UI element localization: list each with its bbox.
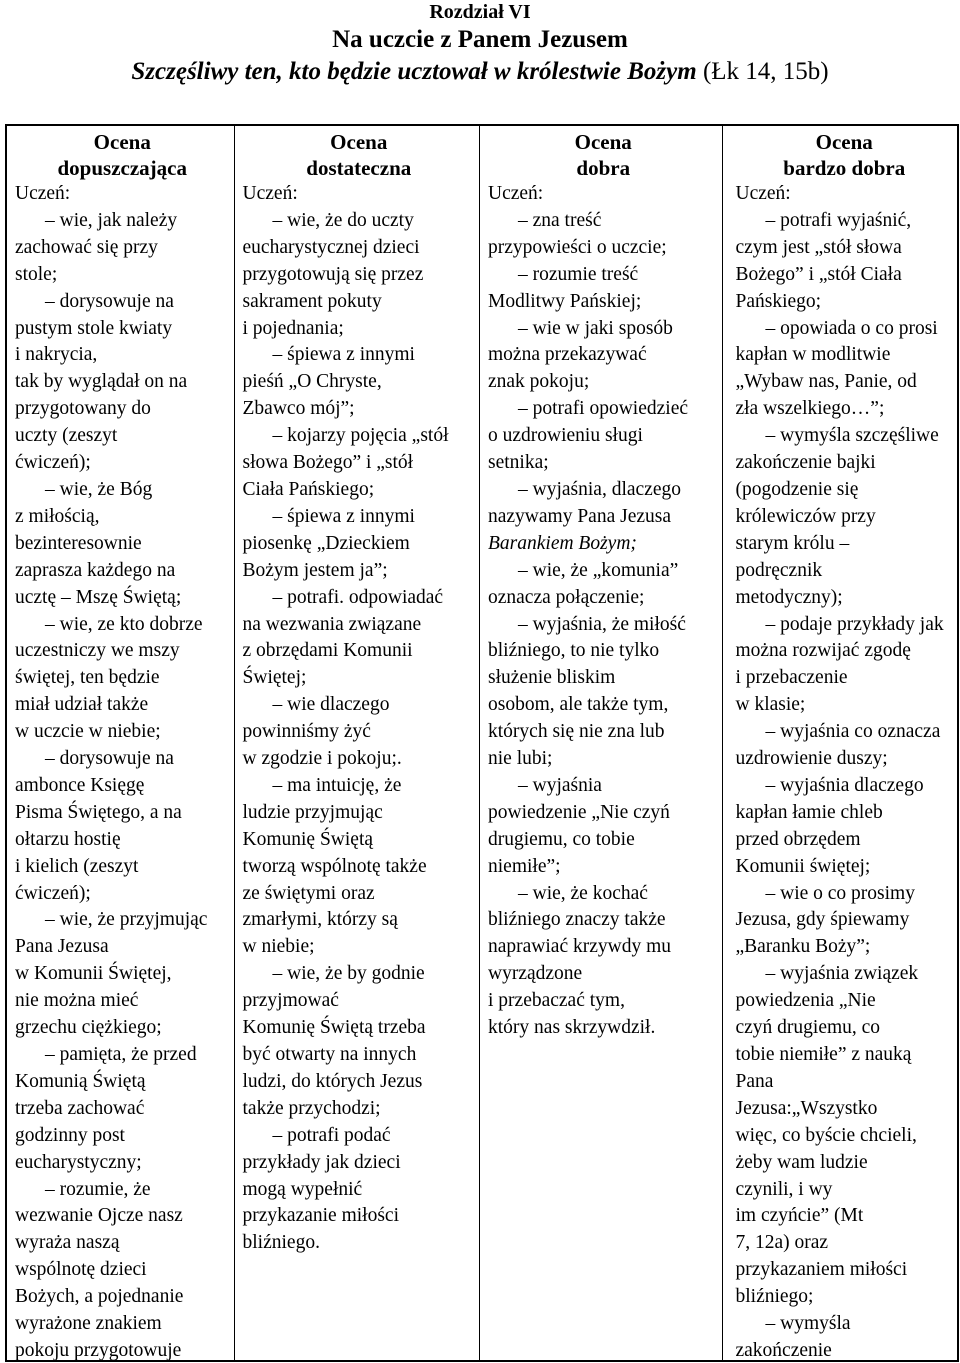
- requirement-text: można przekazywać: [488, 344, 647, 366]
- requirement-text: w niebie;: [242, 936, 315, 958]
- requirement-text: „Baranku Boży”;: [735, 936, 871, 958]
- chapter-label: Rozdział VI: [429, 1, 531, 23]
- requirement-item: – potrafi. odpowiadać: [272, 586, 444, 608]
- requirement-text: Bożego” i „stół Ciała: [735, 263, 902, 285]
- requirement-item: – ma intuicję, że: [272, 774, 402, 796]
- requirement-item: – wyjaśnia dlaczego: [765, 774, 924, 796]
- requirement-text: bliźniego;: [735, 1286, 814, 1308]
- grade-heading-line: Ocena: [815, 130, 873, 154]
- requirement-text: im czyńcie” (Mt: [735, 1205, 864, 1227]
- requirement-item: – wie o co prosimy: [765, 882, 915, 904]
- requirement-text: ambonce Księgę: [15, 774, 145, 796]
- requirement-text: tworzą wspólnotę także: [242, 855, 427, 877]
- requirement-text: zaprasza każdego na: [15, 559, 176, 581]
- requirement-text: przygotowany do: [15, 398, 151, 420]
- requirement-text: setnika;: [488, 452, 549, 474]
- requirement-item: – wyjaśnia, dlaczego: [518, 478, 681, 500]
- requirement-text: królewiczów przy: [735, 505, 876, 527]
- requirement-text: który nas skrzywdził.: [488, 1017, 656, 1039]
- requirement-item: – wie, jak należy: [45, 209, 178, 231]
- requirement-text: pokoju przygotowuje: [15, 1339, 182, 1360]
- requirement-text: przykazaniem miłości: [735, 1259, 908, 1281]
- requirement-item: – wymyśla: [765, 1313, 851, 1335]
- requirement-text: znak pokoju;: [488, 371, 590, 393]
- requirement-text: wspólnotę dzieci: [15, 1259, 147, 1281]
- requirement-text: ucztę – Mszę Świętą;: [15, 586, 182, 608]
- requirement-text: oznacza połączenie;: [488, 586, 645, 608]
- requirement-item: – pamięta, że przed: [45, 1044, 197, 1065]
- requirement-text: trzeba zachować: [15, 1097, 145, 1119]
- bible-reference: (Łk 14, 15b): [702, 58, 829, 85]
- requirement-text: i pojednania;: [242, 317, 344, 339]
- requirement-text: nie można mieć: [15, 990, 139, 1012]
- grade-column-dobra: [479, 126, 722, 1360]
- requirement-item: – wyjaśnia, że miłość: [518, 613, 686, 635]
- requirement-text: w zgodzie i pokoju;.: [242, 748, 402, 770]
- requirement-text: Uczeń:: [242, 183, 298, 204]
- requirement-item: – wie dlaczego: [272, 694, 390, 716]
- requirement-text: „Wybaw nas, Panie, od: [735, 371, 917, 393]
- requirement-text: przygotowują się przez: [242, 263, 424, 285]
- requirement-item: – wie, że do uczty: [272, 209, 414, 231]
- requirement-text: ćwiczeń);: [15, 882, 91, 904]
- requirement-item: – rozumie, że: [45, 1178, 151, 1200]
- requirement-text: wyraża naszą: [15, 1232, 120, 1254]
- requirement-text: żeby wam ludzie: [735, 1151, 868, 1173]
- requirement-text: w Komunii Świętej,: [15, 963, 172, 985]
- requirement-text: czynili, i wy: [735, 1178, 833, 1200]
- requirement-item: – wie w jaki sposób: [518, 317, 673, 339]
- grade-heading-line: dopuszczająca: [57, 156, 187, 180]
- chapter-title: Na uczcie z Panem Jezusem: [332, 26, 628, 53]
- requirement-text: służenie bliskim: [488, 667, 616, 689]
- requirement-text: pieśń „O Chryste,: [242, 371, 382, 393]
- requirement-text: Pana: [735, 1070, 774, 1092]
- requirement-item: – podaje przykłady jak: [765, 613, 944, 635]
- grade-heading: [735, 129, 953, 181]
- requirement-text: można rozwijać zgodę: [735, 640, 911, 662]
- requirement-text: stole;: [15, 263, 58, 285]
- requirement-text: Komunię Świętą trzeba: [242, 1017, 426, 1039]
- requirement-item: – śpiewa z innymi: [272, 344, 415, 366]
- requirement-text: więc, co byście chcieli,: [735, 1124, 917, 1146]
- requirement-text: 7, 12a) oraz: [735, 1232, 829, 1254]
- requirement-text: tak by wyglądał on na: [15, 371, 188, 393]
- requirement-text: bliźniego, to nie tylko: [488, 640, 660, 662]
- requirement-text: zakończenie bajki: [735, 452, 876, 474]
- grade-column-bardzo-dobra: [722, 126, 957, 1360]
- requirement-text: w klasie;: [735, 694, 806, 716]
- grade-column-dostateczna: [234, 126, 479, 1360]
- requirement-text: Pisma Świętego, a na: [15, 801, 182, 823]
- requirement-text: Ciała Pańskiego;: [242, 478, 375, 500]
- requirement-text: bliźniego.: [242, 1232, 320, 1254]
- requirement-item: – rozumie treść: [518, 263, 639, 285]
- requirement-text: Pańskiego;: [735, 290, 822, 312]
- requirement-text: i przebaczać tym,: [488, 990, 625, 1012]
- requirement-item: – wie, że „komunia”: [518, 559, 679, 581]
- requirement-text: Barankiem Bożym;: [488, 532, 637, 554]
- requirement-item: – dorysowuje na: [45, 290, 174, 312]
- requirement-text: kapłan w modlitwie: [735, 344, 891, 366]
- requirement-text: eucharystyczny;: [15, 1151, 142, 1173]
- requirement-text: wezwanie Ojcze nasz: [15, 1205, 183, 1227]
- requirement-text: zła wszelkiego…”;: [735, 398, 885, 420]
- grade-heading-line: dobra: [576, 156, 631, 180]
- requirement-text: ludzie przyjmując: [242, 801, 383, 823]
- requirement-text: naprawiać krzywdy mu: [488, 936, 672, 958]
- requirement-text: i nakrycia,: [15, 344, 98, 366]
- requirement-text: przykłady jak dzieci: [242, 1151, 401, 1173]
- requirement-text: mogą wypełnić: [242, 1178, 363, 1200]
- requirement-text: z miłością,: [15, 505, 100, 527]
- requirement-text: ze świętymi oraz: [242, 882, 375, 904]
- requirement-text: podręcznik: [735, 559, 823, 581]
- requirement-text: także przychodzi;: [242, 1097, 381, 1119]
- grade-column-dopuszczajaca: [7, 126, 234, 1360]
- grade-heading-line: Ocena: [574, 130, 632, 154]
- requirement-text: Komunii świętej;: [735, 855, 871, 877]
- requirement-text: uczestniczy we mszy: [15, 640, 180, 662]
- grade-heading: [15, 129, 230, 181]
- requirement-text: starym królu –: [735, 532, 850, 554]
- requirement-item: – dorysowuje na: [45, 748, 174, 770]
- requirement-text: ołtarzu hostię: [15, 828, 121, 850]
- requirement-text: zmarłymi, którzy są: [242, 909, 398, 931]
- requirement-text: (pogodzenie się: [735, 478, 859, 500]
- requirement-text: Uczeń:: [15, 183, 71, 204]
- requirement-text: bezinteresownie: [15, 532, 142, 554]
- requirement-text: na wezwania związane: [242, 613, 422, 635]
- grade-heading: [488, 129, 718, 181]
- requirement-text: przyjmować: [242, 990, 339, 1012]
- requirement-text: Jezusa, gdy śpiewamy: [735, 909, 910, 931]
- requirement-text: pustym stole kwiaty: [15, 317, 173, 339]
- requirement-text: Uczeń:: [735, 183, 791, 204]
- requirement-text: Bożych, a pojednanie: [15, 1286, 184, 1308]
- requirement-item: – wie, że kochać: [518, 882, 648, 904]
- requirement-text: których się nie zna lub: [488, 721, 665, 743]
- requirement-text: świętej, ten będzie: [15, 667, 160, 689]
- requirement-text: przed obrzędem: [735, 828, 861, 850]
- requirement-text: Zbawco mój”;: [242, 398, 355, 420]
- requirement-text: i przebaczenie: [735, 667, 848, 689]
- chapter-subtitle-line: [0, 57, 960, 87]
- requirement-text: uczty (zeszyt: [15, 425, 118, 447]
- requirement-text: zachować się przy: [15, 236, 158, 258]
- requirement-item: – śpiewa z innymi: [272, 505, 415, 527]
- requirement-item: – wymyśla szczęśliwe: [765, 425, 939, 447]
- requirement-item: – zna treść: [518, 209, 602, 231]
- requirement-item: – wyjaśnia związek: [765, 963, 919, 985]
- requirement-text: miał udział także: [15, 694, 149, 716]
- requirement-text: o uzdrowieniu sługi: [488, 425, 643, 447]
- grade-heading-line: Ocena: [330, 130, 388, 154]
- grade-heading: [243, 129, 475, 181]
- requirement-text: Uczeń:: [488, 183, 544, 204]
- requirement-item: – wyjaśnia: [518, 774, 602, 796]
- requirement-text: osobom, ale także tym,: [488, 694, 669, 716]
- requirement-item: – potrafi wyjaśnić,: [765, 209, 912, 231]
- grade-heading-line: dostateczna: [306, 156, 412, 180]
- requirement-text: zakończenie: [735, 1339, 832, 1360]
- requirement-text: powinniśmy żyć: [242, 721, 371, 743]
- requirement-text: niemiłe”;: [488, 855, 561, 877]
- requirement-item: – wie, że by godnie: [272, 963, 425, 985]
- requirement-text: Bożym jestem ja”;: [242, 559, 388, 581]
- requirement-text: Komunię Świętą: [242, 828, 374, 850]
- requirement-item: – wie, że Bóg: [45, 478, 153, 500]
- requirement-text: grzechu ciężkiego;: [15, 1017, 162, 1039]
- requirement-text: w uczcie w niebie;: [15, 721, 161, 743]
- requirement-text: wyrządzone: [488, 963, 583, 985]
- requirement-text: drugiemu, co tobie: [488, 828, 635, 850]
- requirement-text: z obrzędami Komunii: [242, 640, 413, 662]
- requirement-text: i kielich (zeszyt: [15, 855, 139, 877]
- grading-table: [5, 124, 959, 1362]
- requirement-item: – potrafi opowiedzieć: [518, 398, 689, 420]
- requirement-text: powiedzenie „Nie czyń: [488, 801, 670, 823]
- chapter-subtitle: Szczęśliwy ten, kto będzie ucztował w królestwie Bożym: [131, 58, 697, 85]
- requirement-item: – wyjaśnia co oznacza: [765, 721, 941, 743]
- requirement-item: – potrafi podać: [272, 1124, 391, 1146]
- requirement-text: czyń drugiemu, co: [735, 1017, 881, 1039]
- requirement-item: – wie, że przyjmując: [45, 909, 208, 931]
- requirement-text: przykazanie miłości: [242, 1205, 399, 1227]
- requirement-text: sakrament pokuty: [242, 290, 382, 312]
- requirement-text: kapłan łamie chleb: [735, 801, 883, 823]
- requirement-text: eucharystycznej dzieci: [242, 236, 420, 258]
- requirement-text: Komunią Świętą: [15, 1070, 146, 1092]
- requirement-text: nazywamy Pana Jezusa: [488, 505, 672, 527]
- requirement-text: słowa Bożego” i „stół: [242, 452, 414, 474]
- requirement-text: wyrażone znakiem: [15, 1313, 162, 1335]
- requirement-text: nie lubi;: [488, 748, 553, 770]
- grade-heading-line: bardzo dobra: [783, 156, 906, 180]
- requirement-text: Pana Jezusa: [15, 936, 109, 958]
- requirement-text: Jezusa:„Wszystko: [735, 1097, 878, 1119]
- requirement-text: uzdrowienie duszy;: [735, 748, 888, 770]
- requirement-text: Modlitwy Pańskiej;: [488, 290, 642, 312]
- requirement-text: czym jest „stół słowa: [735, 236, 902, 258]
- requirement-text: być otwarty na innych: [242, 1044, 417, 1065]
- requirement-text: bliźniego znaczy także: [488, 909, 666, 931]
- requirement-text: przypowieści o uczcie;: [488, 236, 667, 258]
- requirement-text: Świętej;: [242, 667, 307, 689]
- requirement-text: godzinny post: [15, 1124, 125, 1146]
- requirement-item: – wie, ze kto dobrze: [45, 613, 203, 635]
- requirement-item: – kojarzy pojęcia „stół: [272, 425, 449, 447]
- requirement-item: – opowiada o co prosi: [765, 317, 938, 339]
- requirement-text: piosenkę „Dzieckiem: [242, 532, 410, 554]
- requirement-text: powiedzenia „Nie: [735, 990, 876, 1012]
- requirement-text: tobie niemiłe” z nauką: [735, 1044, 912, 1065]
- requirement-text: ludzi, do których Jezus: [242, 1070, 423, 1092]
- grade-heading-line: Ocena: [93, 130, 151, 154]
- requirement-text: ćwiczeń);: [15, 452, 91, 474]
- requirement-text: metodyczny);: [735, 586, 843, 608]
